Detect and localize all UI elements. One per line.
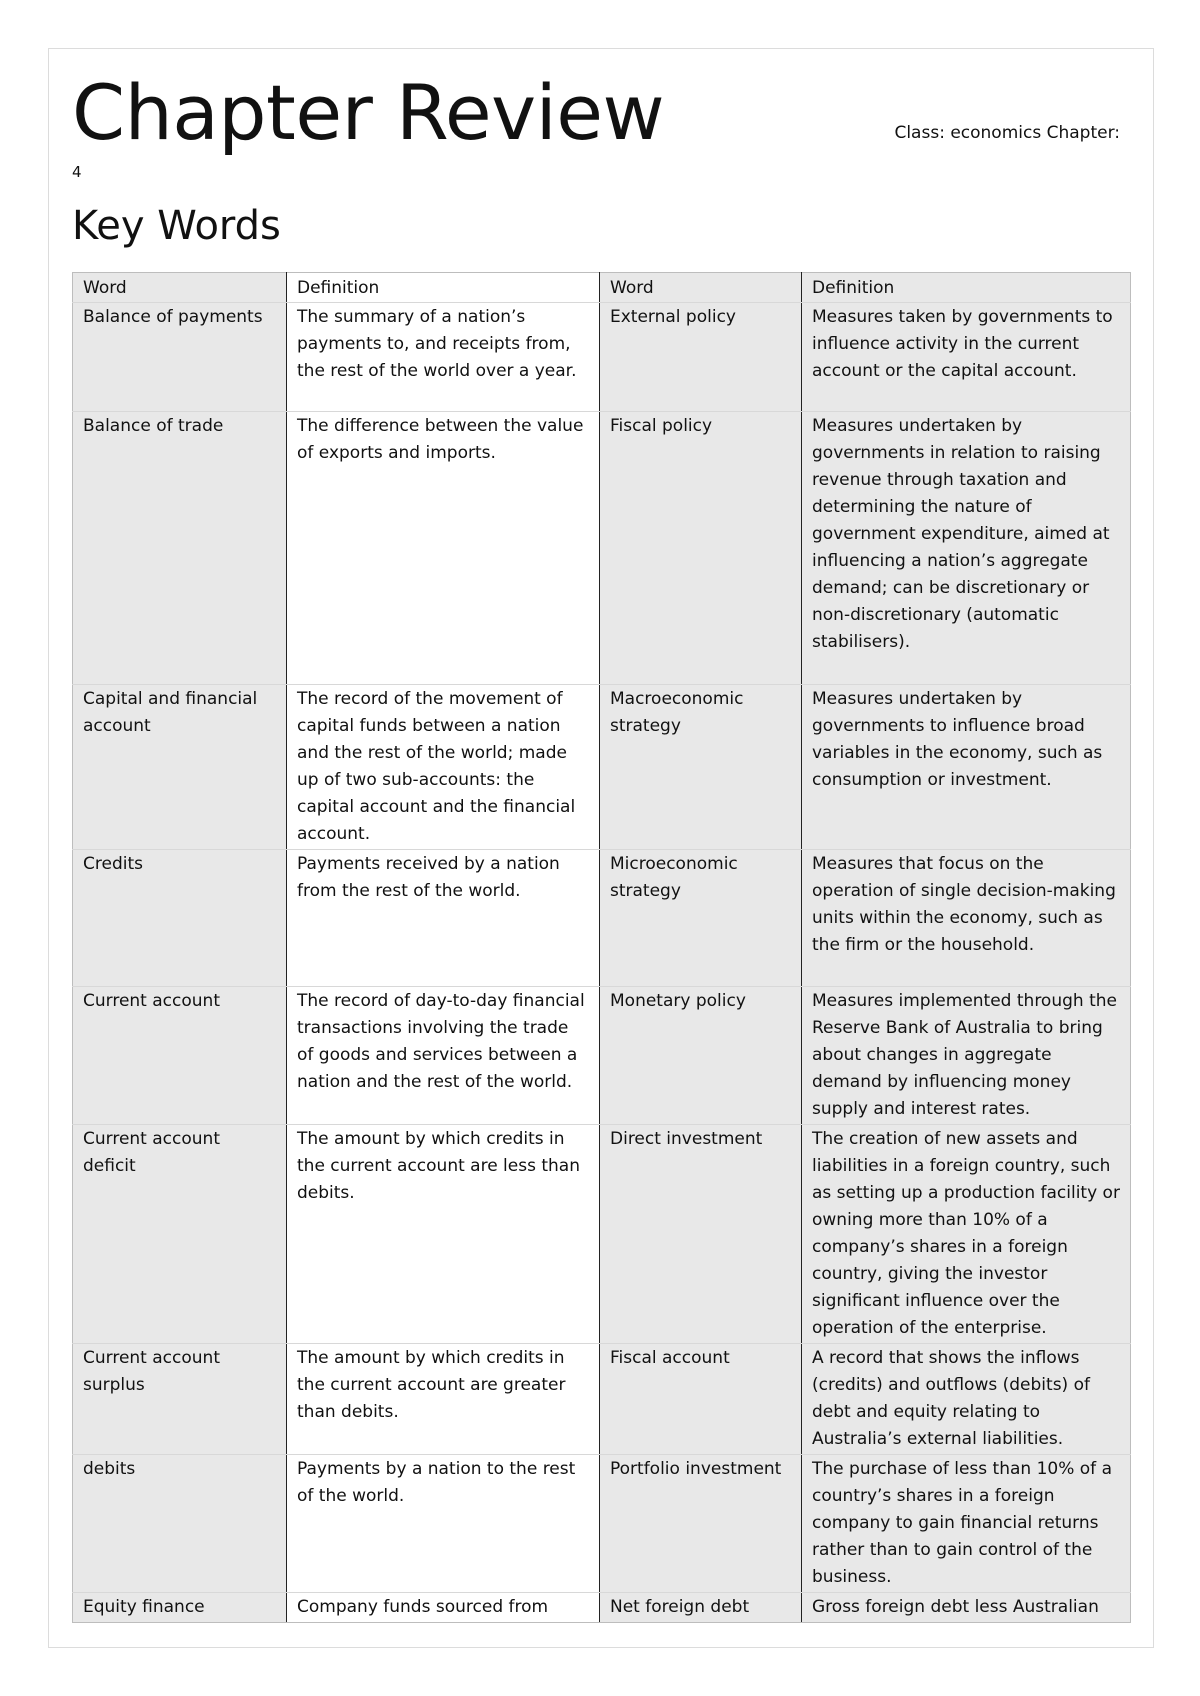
definition-cell: Measures undertaken by governments in relation to raising revenue through taxation and determining the nature of government expenditure, aimed at influencing a nation’s aggregate demand; can be discretionary or non-discretionary (automatic stabilisers).	[802, 412, 1131, 685]
definition-cell: A record that shows the inflows (credits) and outflows (debits) of debt and equity relating to Australia’s external liabilities.	[802, 1344, 1131, 1455]
definition-cell: The record of the movement of capital funds between a nation and the rest of the world; made up of two sub-accounts: the capital account and the financial account.	[287, 685, 600, 850]
definition-cell: The difference between the value of exports and imports.	[287, 412, 600, 685]
class-info: Class: economics Chapter:	[894, 123, 1120, 143]
header-word-left: Word	[73, 273, 287, 303]
definition-cell: The record of day-to-day financial transactions involving the trade of goods and services between a nation and the rest of the world.	[287, 987, 600, 1125]
word-cell: Monetary policy	[600, 987, 802, 1125]
word-cell: Macroeconomic strategy	[600, 685, 802, 850]
table-row	[73, 1455, 1131, 1593]
word-cell: Microeconomic strategy	[600, 850, 802, 987]
header-word-right: Word	[600, 273, 802, 303]
definition-cell: The creation of new assets and liabilities in a foreign country, such as setting up a production facility or owning more than 10% of a company’s shares in a foreign country, giving the investor significant influence over the operation of the enterprise.	[802, 1125, 1131, 1344]
definition-cell: The purchase of less than 10% of a country’s shares in a foreign company to gain financial returns rather than to gain control of the business.	[802, 1455, 1131, 1593]
word-cell: Fiscal policy	[600, 412, 802, 685]
table-row	[73, 303, 1131, 412]
key-words-table	[72, 272, 1131, 1623]
word-cell: Current account surplus	[73, 1344, 287, 1455]
definition-cell: The amount by which credits in the current account are less than debits.	[287, 1125, 600, 1344]
definition-cell: The summary of a nation’s payments to, and receipts from, the rest of the world over a year.	[287, 303, 600, 412]
word-cell: Equity finance	[73, 1593, 287, 1623]
word-cell: Capital and financial account	[73, 685, 287, 850]
header-definition-right: Definition	[802, 273, 1131, 303]
word-cell: debits	[73, 1455, 287, 1593]
table-row	[73, 1344, 1131, 1455]
word-cell: Balance of payments	[73, 303, 287, 412]
table-row	[73, 987, 1131, 1125]
definition-cell: Measures taken by governments to influence activity in the current account or the capital account.	[802, 303, 1131, 412]
table-row	[73, 1593, 1131, 1623]
word-cell: Fiscal account	[600, 1344, 802, 1455]
chapter-number: 4	[72, 163, 82, 181]
table-row	[73, 1125, 1131, 1344]
table-row	[73, 685, 1131, 850]
word-cell: Net foreign debt	[600, 1593, 802, 1623]
word-cell: Portfolio investment	[600, 1455, 802, 1593]
word-cell: Current account deficit	[73, 1125, 287, 1344]
definition-cell: Gross foreign debt less Australian	[802, 1593, 1131, 1623]
definition-cell: Company funds sourced from	[287, 1593, 600, 1623]
definition-cell: Measures implemented through the Reserve Bank of Australia to bring about changes in aggregate demand by influencing money supply and interest rates.	[802, 987, 1131, 1125]
table-row	[73, 412, 1131, 685]
word-cell: Balance of trade	[73, 412, 287, 685]
word-cell: Credits	[73, 850, 287, 987]
word-cell: Direct investment	[600, 1125, 802, 1344]
definition-cell: Payments by a nation to the rest of the world.	[287, 1455, 600, 1593]
section-title: Key Words	[72, 203, 281, 249]
word-cell: External policy	[600, 303, 802, 412]
table-header-row	[73, 273, 1131, 303]
page-title: Chapter Review	[72, 68, 665, 157]
definition-cell: Payments received by a nation from the rest of the world.	[287, 850, 600, 987]
definition-cell: Measures undertaken by governments to influence broad variables in the economy, such as consumption or investment.	[802, 685, 1131, 850]
header-definition-left: Definition	[287, 273, 600, 303]
word-cell: Current account	[73, 987, 287, 1125]
definition-cell: The amount by which credits in the current account are greater than debits.	[287, 1344, 600, 1455]
table-row	[73, 850, 1131, 987]
definition-cell: Measures that focus on the operation of single decision-making units within the economy, such as the firm or the household.	[802, 850, 1131, 987]
